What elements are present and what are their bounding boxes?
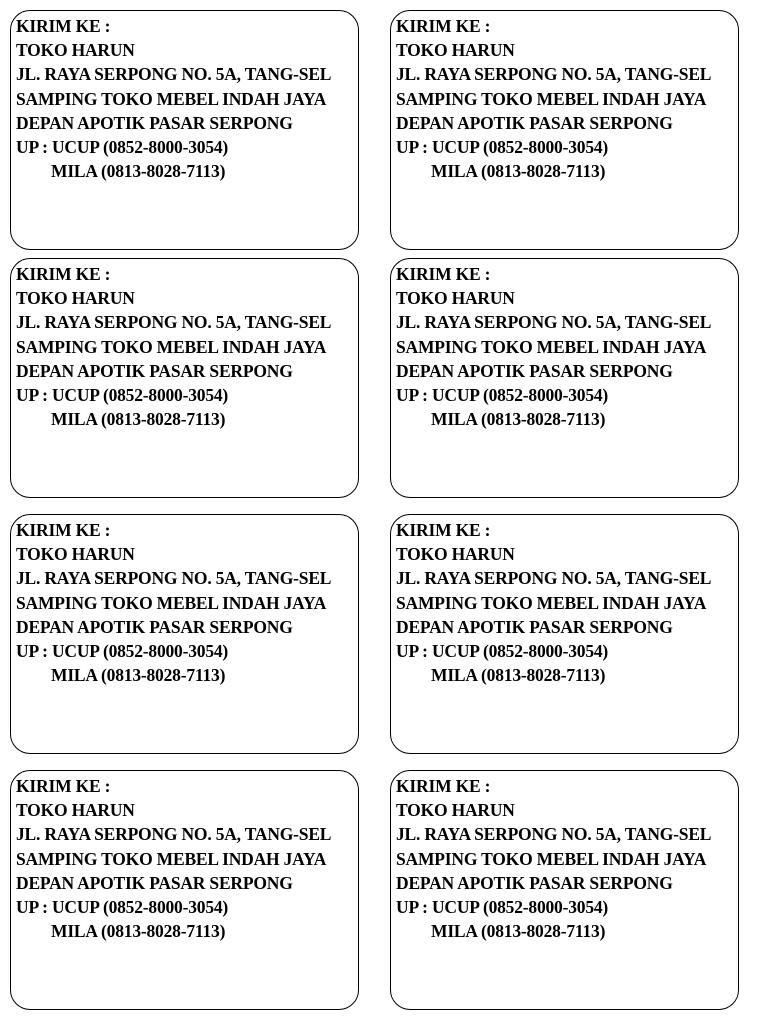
contact-person: UP : UCUP (0852-8000-3054) [16,897,229,918]
recipient-name: TOKO HARUN [16,288,135,309]
contact-person: MILA (0813-8028-7113) [51,921,226,942]
label-heading: KIRIM KE : [16,16,111,36]
address-line: JL. RAYA SERPONG NO. 5A, TANG-SEL [16,312,332,333]
address-line: SAMPING TOKO MEBEL INDAH JAYA [396,336,707,357]
address-line: DEPAN APOTIK PASAR SERPONG [396,616,673,637]
recipient-name: TOKO HARUN [396,288,515,309]
contact-person: MILA (0813-8028-7113) [431,409,606,430]
contact-person: UP : UCUP (0852-8000-3054) [396,137,609,158]
label-heading: KIRIM KE : [396,264,491,284]
address-line: SAMPING TOKO MEBEL INDAH JAYA [396,88,707,109]
recipient-name: TOKO HARUN [396,544,515,565]
contact-person: UP : UCUP (0852-8000-3054) [16,137,229,158]
address-line: JL. RAYA SERPONG NO. 5A, TANG-SEL [396,64,712,85]
address-line: DEPAN APOTIK PASAR SERPONG [16,616,293,637]
address-line: SAMPING TOKO MEBEL INDAH JAYA [396,592,707,613]
label-heading: KIRIM KE : [396,520,491,540]
address-line: DEPAN APOTIK PASAR SERPONG [396,112,673,133]
shipping-label [10,258,359,498]
address-line: DEPAN APOTIK PASAR SERPONG [396,360,673,381]
address-line: DEPAN APOTIK PASAR SERPONG [16,360,293,381]
recipient-name: TOKO HARUN [16,40,135,61]
shipping-label [390,258,739,498]
recipient-name: TOKO HARUN [16,800,135,821]
contact-person: UP : UCUP (0852-8000-3054) [396,897,609,918]
contact-person: MILA (0813-8028-7113) [51,665,226,686]
address-line: SAMPING TOKO MEBEL INDAH JAYA [16,336,327,357]
address-line: JL. RAYA SERPONG NO. 5A, TANG-SEL [16,824,332,845]
recipient-name: TOKO HARUN [16,544,135,565]
label-heading: KIRIM KE : [16,776,111,796]
address-line: JL. RAYA SERPONG NO. 5A, TANG-SEL [396,824,712,845]
contact-person: MILA (0813-8028-7113) [431,161,606,182]
address-line: JL. RAYA SERPONG NO. 5A, TANG-SEL [396,312,712,333]
contact-person: MILA (0813-8028-7113) [51,409,226,430]
contact-person: UP : UCUP (0852-8000-3054) [16,385,229,406]
recipient-name: TOKO HARUN [396,40,515,61]
label-heading: KIRIM KE : [396,16,491,36]
contact-person: UP : UCUP (0852-8000-3054) [16,641,229,662]
label-heading: KIRIM KE : [396,776,491,796]
address-line: SAMPING TOKO MEBEL INDAH JAYA [16,848,327,869]
contact-person: UP : UCUP (0852-8000-3054) [396,385,609,406]
contact-person: MILA (0813-8028-7113) [431,665,606,686]
shipping-label [10,770,359,1010]
shipping-label [390,10,739,250]
shipping-label [10,514,359,754]
address-line: SAMPING TOKO MEBEL INDAH JAYA [396,848,707,869]
shipping-label [10,10,359,250]
recipient-name: TOKO HARUN [396,800,515,821]
address-line: DEPAN APOTIK PASAR SERPONG [16,872,293,893]
address-line: SAMPING TOKO MEBEL INDAH JAYA [16,88,327,109]
label-heading: KIRIM KE : [16,264,111,284]
shipping-label [390,514,739,754]
contact-person: UP : UCUP (0852-8000-3054) [396,641,609,662]
label-heading: KIRIM KE : [16,520,111,540]
contact-person: MILA (0813-8028-7113) [431,921,606,942]
address-line: DEPAN APOTIK PASAR SERPONG [396,872,673,893]
address-line: JL. RAYA SERPONG NO. 5A, TANG-SEL [16,64,332,85]
address-line: SAMPING TOKO MEBEL INDAH JAYA [16,592,327,613]
shipping-label [390,770,739,1010]
address-line: JL. RAYA SERPONG NO. 5A, TANG-SEL [396,568,712,589]
contact-person: MILA (0813-8028-7113) [51,161,226,182]
address-line: DEPAN APOTIK PASAR SERPONG [16,112,293,133]
address-line: JL. RAYA SERPONG NO. 5A, TANG-SEL [16,568,332,589]
